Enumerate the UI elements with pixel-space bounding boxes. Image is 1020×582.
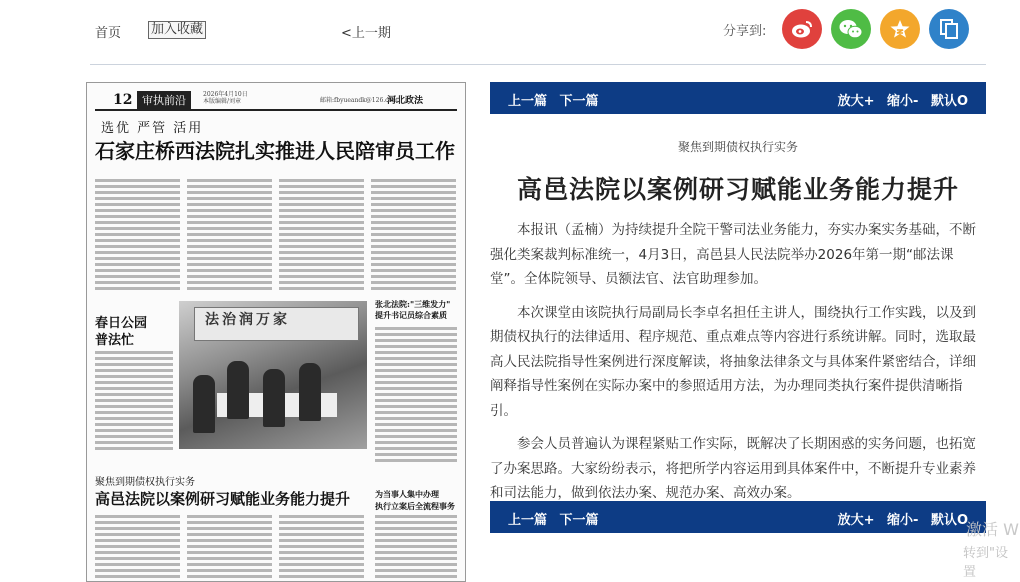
activation-watermark-hint: 转到"设置 bbox=[963, 546, 1008, 580]
zoom-in-button[interactable]: 放大+ bbox=[837, 94, 875, 109]
photo-banner-text: 法治润万家 bbox=[205, 312, 290, 328]
home-link[interactable]: 首页 bbox=[95, 26, 122, 41]
default-size-button[interactable]: 默认O bbox=[930, 94, 968, 109]
zoom-out-button[interactable]: 缩小- bbox=[887, 513, 919, 528]
share-label: 分享到: bbox=[723, 24, 767, 39]
copy-icon bbox=[939, 18, 959, 40]
text-column bbox=[375, 515, 457, 582]
photo-person bbox=[299, 363, 321, 421]
zoom-in-button[interactable]: 放大+ bbox=[837, 513, 875, 528]
copy-link-button[interactable] bbox=[929, 9, 969, 49]
paper-header bbox=[95, 89, 457, 111]
share-wechat-button[interactable] bbox=[831, 9, 871, 49]
share-weibo-button[interactable] bbox=[782, 9, 822, 49]
article-kicker: 聚焦到期债权执行实务 bbox=[677, 140, 798, 154]
text-column bbox=[279, 515, 364, 582]
text-column bbox=[375, 327, 457, 465]
right-article-title-2[interactable]: 为当事人集中办理 执行立案后全流程事务 bbox=[375, 489, 455, 511]
text-column bbox=[279, 179, 364, 291]
article-paragraph: 参会人员普遍认为课程紧贴工作实际，既解决了长期困惑的实务问题，也拓宽了办案思路。大家纷纷表示，将把所学内容运用到具体案件中，不断提升专业素养和司法能力，做到依法办案、规范办案、高效办案。 bbox=[490, 436, 976, 501]
paper-masthead: 河北政法 bbox=[387, 96, 424, 106]
prev-article-button[interactable]: 上一篇 bbox=[508, 94, 548, 109]
text-column bbox=[95, 351, 173, 451]
article-body bbox=[490, 218, 986, 515]
text-column bbox=[187, 179, 272, 291]
paper-contact: 邮箱:fbyueandk@126.com bbox=[320, 97, 398, 104]
article-paragraph: 本次课堂由该院执行局副局长李卓名担任主讲人，围绕执行工作实践，以及到期债权执行的法律适用、程序规范、重点难点等内容进行系统讲解。同时，选取最高人民法院指导性案例进行深度解读，将抽象法律条文与具体案件紧密结合，详细阐释指导性案例在实际办案中的参照适用方法，为办理同类执行案件提供清晰指引。 bbox=[490, 304, 976, 419]
next-article-button[interactable]: 下一篇 bbox=[559, 94, 599, 109]
previous-issue-link[interactable]: <上一期 bbox=[341, 26, 391, 41]
header-divider bbox=[90, 64, 986, 65]
share-qzone-button[interactable] bbox=[880, 9, 920, 49]
photo-banner bbox=[194, 307, 359, 341]
paper-kicker-2: 聚焦到期债权执行实务 bbox=[95, 477, 195, 488]
article-title: 高邑法院以案例研习赋能业务能力提升 bbox=[516, 175, 959, 204]
section-tag: 审执前沿 bbox=[137, 91, 191, 109]
article-toolbar-bottom bbox=[490, 501, 986, 533]
article-toolbar-top bbox=[490, 82, 986, 114]
right-article-title[interactable]: 张北法院:"三维发力" 提升书记员综合素质 bbox=[375, 299, 451, 320]
text-column bbox=[95, 515, 180, 582]
text-column bbox=[371, 179, 456, 291]
wechat-icon bbox=[838, 18, 864, 40]
top-bar bbox=[0, 0, 1020, 64]
paper-headline-2[interactable]: 高邑法院以案例研习赋能业务能力提升 bbox=[95, 490, 351, 508]
page-number: 12 bbox=[113, 92, 133, 108]
news-photo bbox=[179, 301, 367, 449]
photo-person bbox=[193, 375, 215, 433]
default-size-button[interactable]: 默认O bbox=[930, 513, 968, 528]
weibo-icon bbox=[790, 19, 814, 39]
zoom-out-button[interactable]: 缩小- bbox=[887, 94, 919, 109]
photo-person bbox=[227, 361, 249, 419]
activation-watermark: 激活 W bbox=[966, 520, 1019, 539]
text-column bbox=[95, 179, 180, 291]
photo-person bbox=[263, 369, 285, 427]
side-article-title[interactable]: 春日公园 普法忙 bbox=[95, 316, 148, 348]
paper-headline-1[interactable]: 石家庄桥西法院扎实推进人民陪审员工作 bbox=[95, 139, 455, 163]
newspaper-page[interactable] bbox=[86, 82, 466, 582]
qzone-star-icon bbox=[889, 18, 911, 40]
prev-article-button[interactable]: 上一篇 bbox=[508, 513, 548, 528]
article-paragraph: 本报讯（孟楠）为持续提升全院干警司法业务能力，夯实办案实务基础，不断强化类案裁判标准统一，4月3日，高邑县人民法院举办2026年第一期“邮法课堂”。全体院领导、员额法官、法官助理参加。 bbox=[490, 222, 976, 287]
page-editor: 本版编辑/刘章 bbox=[203, 98, 242, 105]
issue-date: 2026年4月10日 bbox=[203, 91, 248, 98]
paper-kicker: 选优 严管 活用 bbox=[101, 121, 204, 136]
add-favorite-button[interactable]: 加入收藏 bbox=[148, 21, 206, 39]
next-article-button[interactable]: 下一篇 bbox=[559, 513, 599, 528]
text-column bbox=[187, 515, 272, 582]
paper-date bbox=[203, 91, 248, 105]
